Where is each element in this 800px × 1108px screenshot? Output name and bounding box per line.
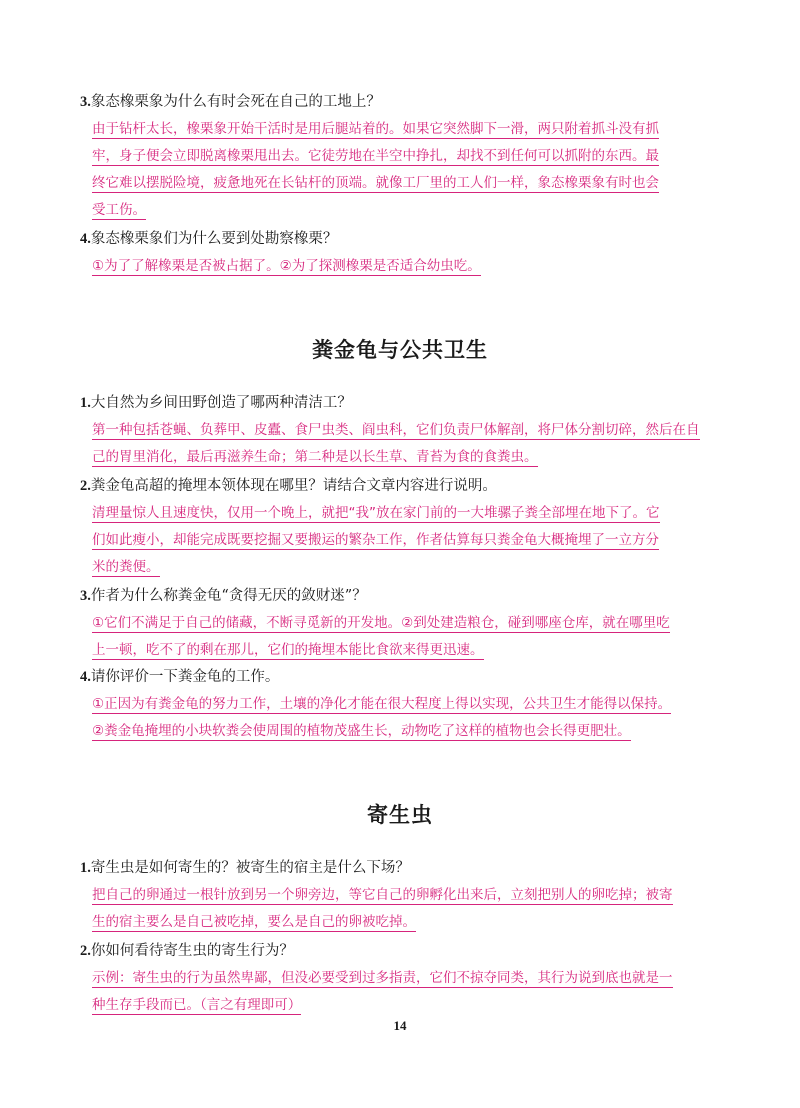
answer-line: 牢，身子便会立即脱离橡栗甩出去。它徒劳地在半空中挣扎，却找不到任何可以抓附的东西。最 <box>92 148 659 164</box>
answer-line: 米的粪便。 <box>92 559 160 575</box>
question-text: 你如何看待寄生虫的寄生行为？ <box>90 943 294 959</box>
answer-block <box>92 254 732 281</box>
answer-line: ①为了了解橡栗是否被占据了。②为了探测橡栗是否适合幼虫吃。 <box>92 258 481 274</box>
question-text: 象态橡栗象们为什么要到处勘察橡栗？ <box>90 231 338 247</box>
answer-line: 己的胃里消化，最后再滋养生命；第二种是以长生草、青苔为食的食粪虫。 <box>92 449 538 465</box>
answer-block <box>92 883 732 937</box>
question-text: 寄生虫是如何寄生的？被寄生的宿主是什么下场？ <box>90 860 410 876</box>
question-text: 象态橡栗象为什么有时会死在自己的工地上？ <box>90 94 381 110</box>
section-title: 寄生虫 <box>367 802 433 827</box>
answer-block <box>92 501 732 582</box>
answer-line: ①正因为有粪金龟的努力工作，土壤的净化才能在很大程度上得以实现，公共卫生才能得以保持。 <box>92 696 672 712</box>
answer-line: 生的宿主要么是自己被吃掉，要么是自己的卵被吃掉。 <box>92 914 416 930</box>
question-1 <box>80 858 410 878</box>
answer-line: 们如此瘦小，却能完成既要挖掘又要搬运的繁杂工作，作者估算每只粪金龟大概掩埋了一立方分 <box>92 532 659 548</box>
question-number: 4. <box>80 669 91 685</box>
question-text: 大自然为乡间田野创造了哪两种清洁工？ <box>90 395 352 411</box>
question-number: 4. <box>80 231 91 247</box>
question-text: 粪金龟高超的掩埋本领体现在哪里？请结合文章内容进行说明。 <box>90 478 497 494</box>
question-4 <box>80 229 337 249</box>
answer-line: 受工伤。 <box>92 202 146 218</box>
question-3 <box>80 92 381 112</box>
question-number: 2. <box>80 478 91 494</box>
question-number: 1. <box>80 860 91 876</box>
answer-line: 由于钻杆太长，橡栗象开始干活时是用后腿站着的。如果它突然脚下一滑，两只附着抓斗没有抓 <box>92 121 659 137</box>
question-number: 3. <box>80 94 91 110</box>
answer-block <box>92 692 732 746</box>
question-number: 2. <box>80 943 91 959</box>
question-text: 作者为什么称粪金龟“贪得无厌的敛财迷”？ <box>90 588 367 604</box>
answer-block <box>92 418 732 472</box>
answer-block <box>92 611 732 665</box>
question-3 <box>80 586 367 606</box>
answer-block <box>92 966 732 1020</box>
question-1 <box>80 393 352 413</box>
page-number: 14 <box>393 1018 407 1033</box>
answer-line: 把自己的卵通过一根针放到另一个卵旁边，等它自己的卵孵化出来后，立刻把别人的卵吃掉；被寄 <box>92 887 673 903</box>
question-number: 1. <box>80 395 91 411</box>
answer-block <box>92 117 732 225</box>
question-2 <box>80 941 294 961</box>
answer-line: 种生存手段而已。（言之有理即可） <box>92 997 302 1013</box>
section-title: 粪金龟与公共卫生 <box>312 337 488 362</box>
answer-line: ②粪金龟掩埋的小块软粪会使周围的植物茂盛生长，动物吃了这样的植物也会长得更肥壮。 <box>92 723 631 739</box>
question-2 <box>80 476 497 496</box>
answer-line: 第一种包括苍蝇、负葬甲、皮蠹、食尸虫类、阎虫科，它们负责尸体解剖，将尸体分割切碎，然后在自 <box>92 422 700 438</box>
answer-line: 示例：寄生虫的行为虽然卑鄙，但没必要受到过多指责，它们不掠夺同类，其行为说到底也就是一 <box>92 970 673 986</box>
answer-line: 上一顿，吃不了的剩在那儿，它们的掩埋本能比食欲来得更迅速。 <box>92 642 484 658</box>
question-4 <box>80 667 279 687</box>
question-number: 3. <box>80 588 91 604</box>
answer-line: 清理量惊人且速度快，仅用一个晚上，就把“我”放在家门前的一大堆骡子粪全部埋在地下了。它 <box>92 505 660 521</box>
answer-line: 终它难以摆脱险境，疲惫地死在长钻杆的顶端。就像工厂里的工人们一样，象态橡栗象有时也会 <box>92 175 659 191</box>
answer-line: ①它们不满足于自己的储藏，不断寻觅新的开发地。②到处建造粮仓，碰到哪座仓库，就在哪里吃 <box>92 615 670 631</box>
question-text: 请你评价一下粪金龟的工作。 <box>90 669 280 685</box>
